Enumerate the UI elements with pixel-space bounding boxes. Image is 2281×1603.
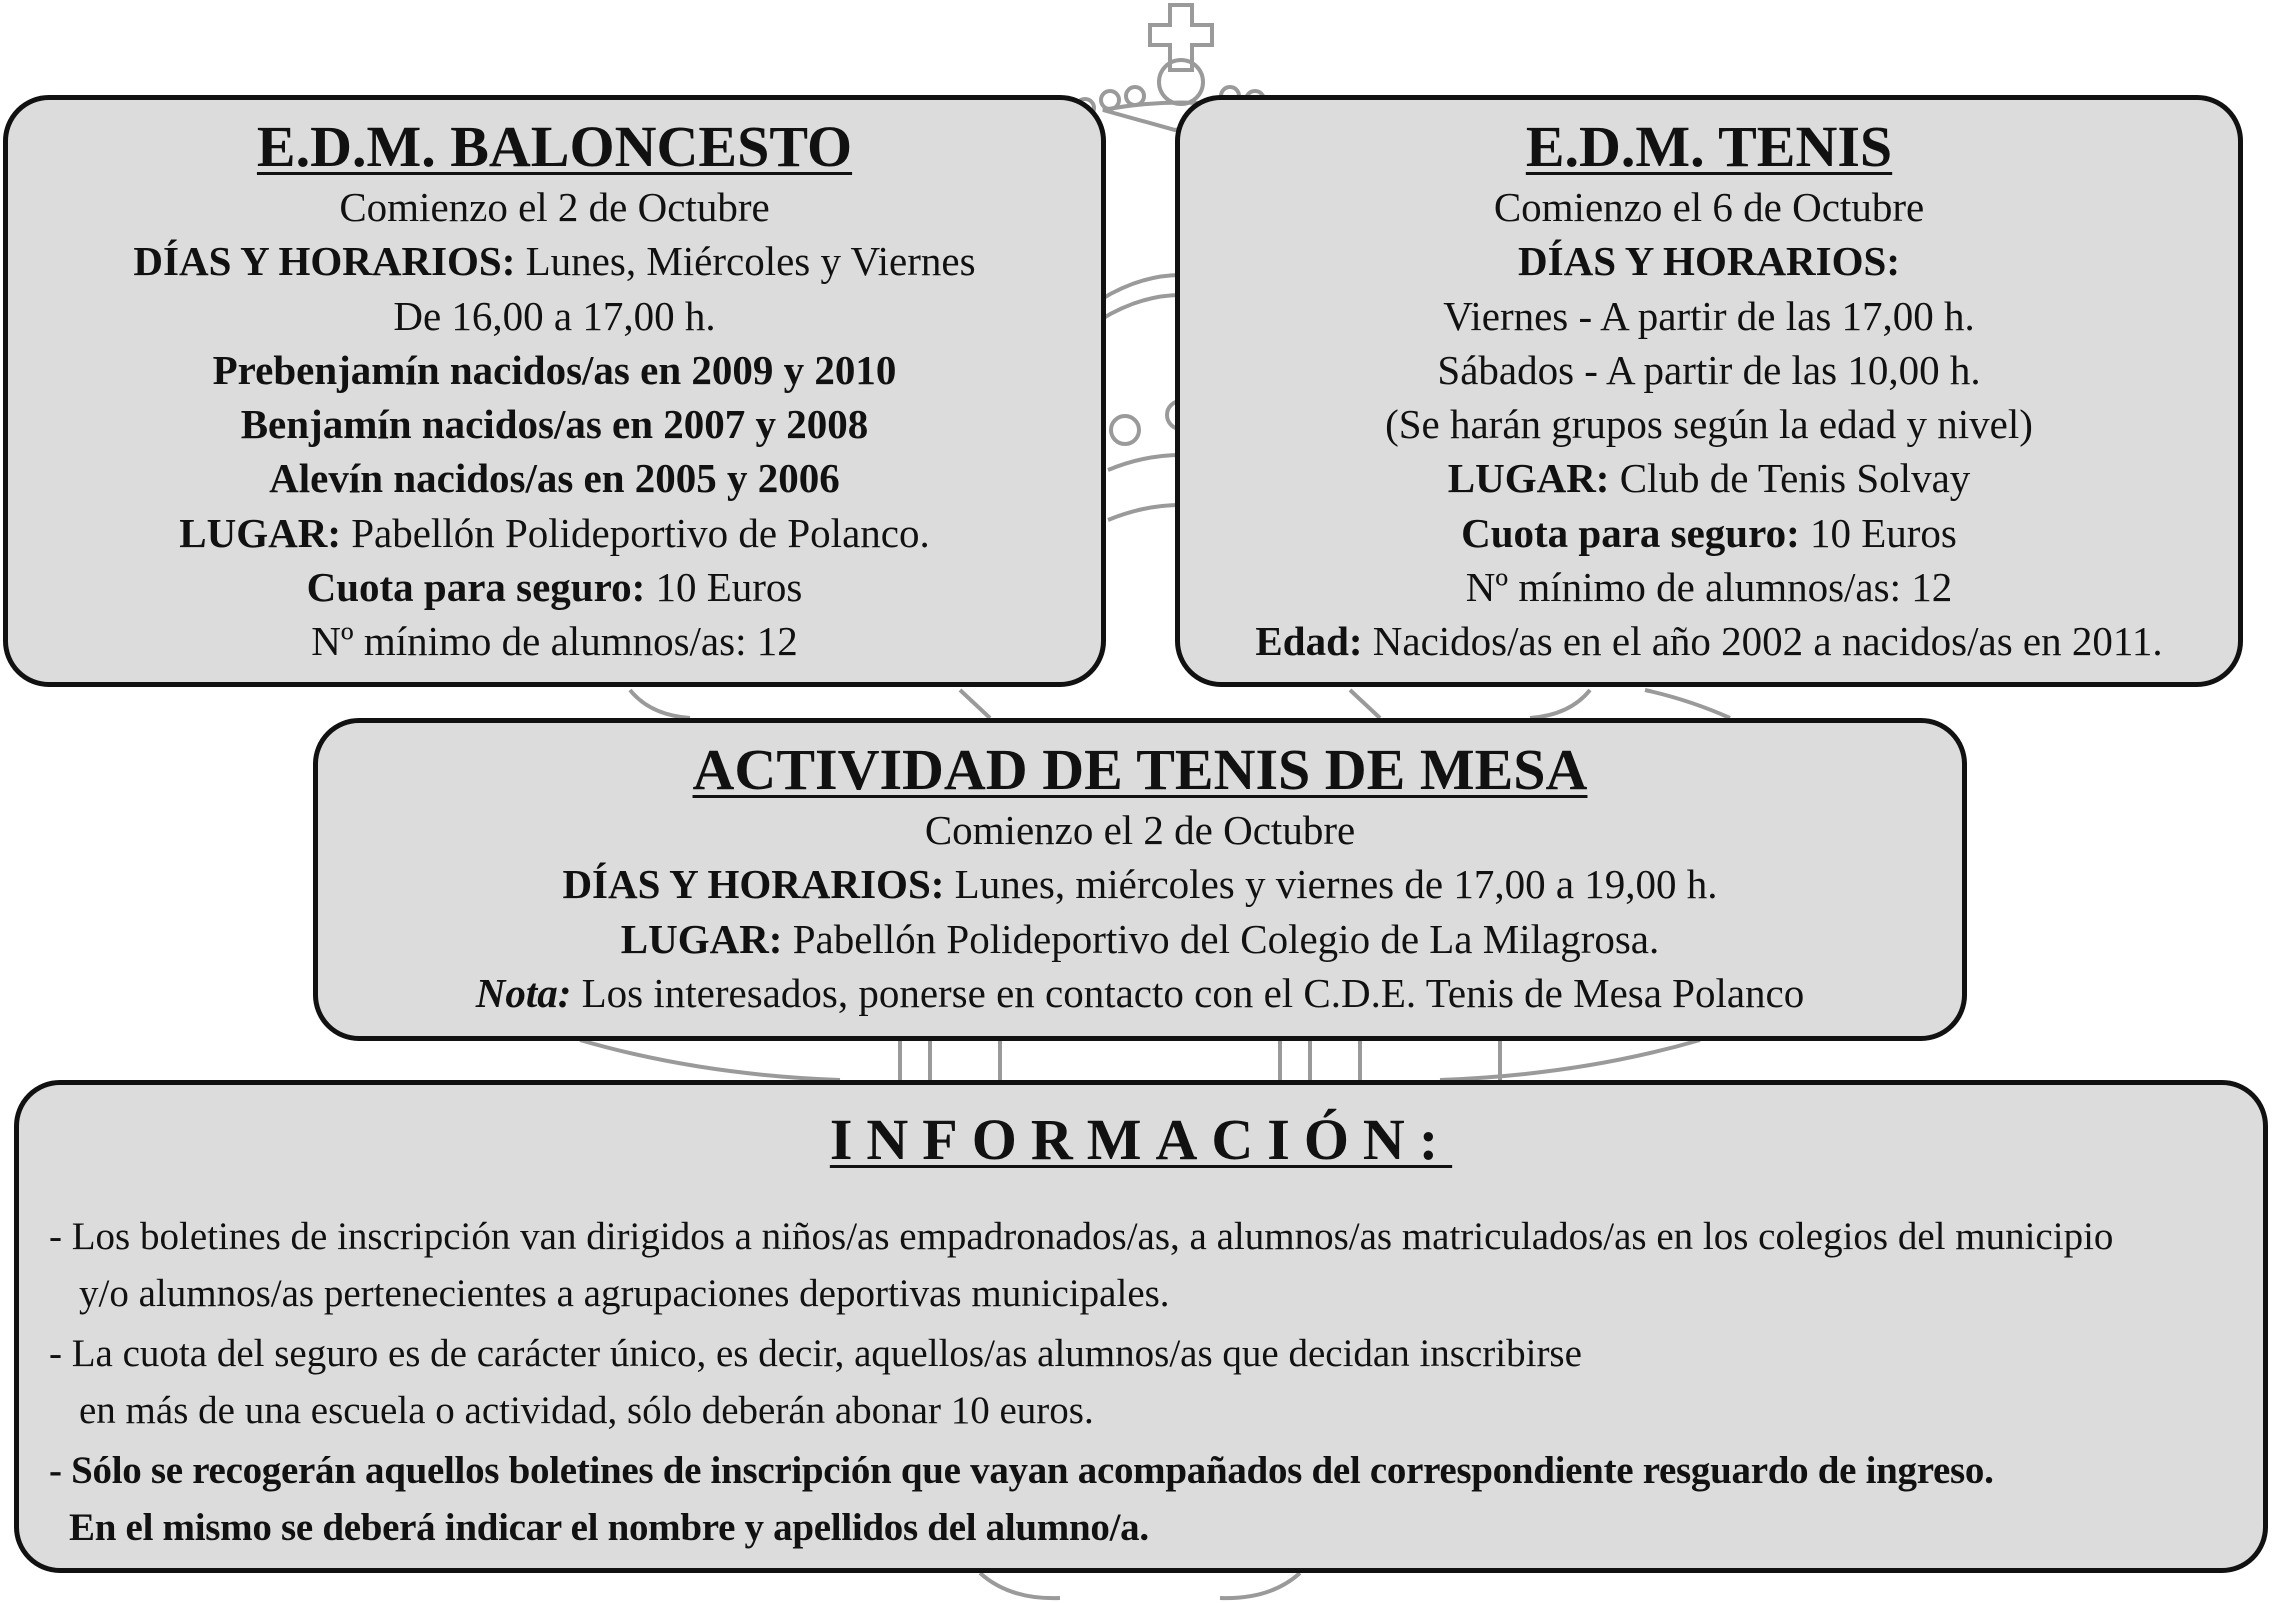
tenis-mesa-start: Comienzo el 2 de Octubre (924, 807, 1356, 853)
baloncesto-place-value: Pabellón Polideportivo de Polanco. (340, 509, 930, 556)
tenis-box (1175, 95, 2243, 687)
tenis-place-label: LUGAR: (1447, 455, 1610, 502)
baloncesto-days-label: DÍAS Y HORARIOS: (133, 238, 516, 285)
baloncesto-title: E.D.M. BALONCESTO (256, 114, 853, 179)
info-paragraph-fee-line2: en más de una escuela o actividad, sólo deberán abonar 10 euros. (79, 1389, 1094, 1432)
info-paragraph-fee-line1: - La cuota del seguro es de carácter único, es decir, aquellos/as alumnos/as que decidan inscribirse (49, 1332, 1582, 1375)
baloncesto-category-alevin: Alevín nacidos/as en 2005 y 2006 (269, 455, 840, 502)
info-paragraph-receipt (49, 1442, 1994, 1556)
tenis-mesa-place-value: Pabellón Polideportivo del Colegio de La Milagrosa. (782, 915, 1660, 962)
tenis-mesa-note-value: Los interesados, ponerse en contacto con el C.D.E. Tenis de Mesa Polanco (571, 969, 1805, 1016)
tenis-age-label: Edad: (1255, 618, 1363, 665)
tenis-place (1180, 451, 2238, 505)
baloncesto-min-students: Nº mínimo de alumnos/as: 12 (311, 618, 798, 665)
tenis-saturday: Sábados - A partir de las 10,00 h. (1437, 346, 1981, 393)
baloncesto-start: Comienzo el 2 de Octubre (339, 184, 770, 230)
tenis-mesa-place (318, 912, 1962, 966)
informacion-title: INFORMACIÓN: (829, 1107, 1453, 1172)
tenis-place-value: Club de Tenis Solvay (1609, 455, 1971, 502)
informacion-box (14, 1080, 2268, 1573)
tenis-groups: (Se harán grupos según la edad y nivel) (1385, 401, 2033, 448)
baloncesto-days-value: Lunes, Miércoles y Viernes (515, 238, 976, 285)
tenis-fee-value: 10 Euros (1799, 509, 1957, 556)
tenis-days-label: DÍAS Y HORARIOS: (1518, 238, 1900, 285)
tenis-mesa-days (318, 857, 1962, 911)
baloncesto-place-label: LUGAR: (179, 509, 341, 556)
tenis-title: E.D.M. TENIS (1525, 114, 1893, 179)
baloncesto-fee-label: Cuota para seguro: (306, 564, 646, 611)
info-paragraph-registration-line1: - Los boletines de inscripción van dirigidos a niños/as empadronados/as, a alumnos/as matriculados/as en los colegios del municipio (49, 1215, 2114, 1258)
info-paragraph-registration (49, 1208, 2113, 1322)
baloncesto-box (3, 95, 1106, 687)
baloncesto-days (8, 234, 1101, 288)
tenis-start: Comienzo el 6 de Octubre (1493, 184, 1925, 230)
baloncesto-fee (8, 560, 1101, 614)
tenis-mesa-box (313, 718, 1967, 1041)
tenis-fee (1180, 506, 2238, 560)
baloncesto-fee-value: 10 Euros (645, 564, 803, 611)
tenis-mesa-days-value: Lunes, miércoles y viernes de 17,00 a 19,00 h. (944, 861, 1718, 908)
tenis-friday: Viernes - A partir de las 17,00 h. (1443, 292, 1975, 339)
baloncesto-category-benjamin: Benjamín nacidos/as en 2007 y 2008 (240, 401, 869, 448)
baloncesto-category-prebenjamin: Prebenjamín nacidos/as en 2009 y 2010 (212, 346, 897, 393)
tenis-mesa-title: ACTIVIDAD DE TENIS DE MESA (692, 737, 1588, 802)
tenis-age (1180, 614, 2238, 668)
tenis-mesa-note-label: Nota: (475, 969, 572, 1016)
info-paragraph-receipt-line2: En el mismo se deberá indicar el nombre y apellidos del alumno/a. (69, 1506, 1149, 1549)
tenis-mesa-days-label: DÍAS Y HORARIOS: (562, 861, 945, 908)
info-paragraph-receipt-line1: - Sólo se recogerán aquellos boletines de inscripción que vayan acompañados del correspondiente resguardo de ingreso. (49, 1449, 1994, 1492)
baloncesto-place (8, 506, 1101, 560)
tenis-fee-label: Cuota para seguro: (1461, 509, 1800, 556)
tenis-mesa-note (318, 966, 1962, 1020)
tenis-min-students: Nº mínimo de alumnos/as: 12 (1465, 564, 1953, 611)
tenis-age-value: Nacidos/as en el año 2002 a nacidos/as en 2011. (1362, 618, 2163, 665)
info-paragraph-fee (49, 1325, 1582, 1439)
tenis-mesa-place-label: LUGAR: (620, 915, 783, 962)
info-paragraph-registration-line2: y/o alumnos/as pertenecientes a agrupaciones deportivas municipales. (79, 1272, 1170, 1315)
baloncesto-hours: De 16,00 a 17,00 h. (393, 292, 716, 339)
